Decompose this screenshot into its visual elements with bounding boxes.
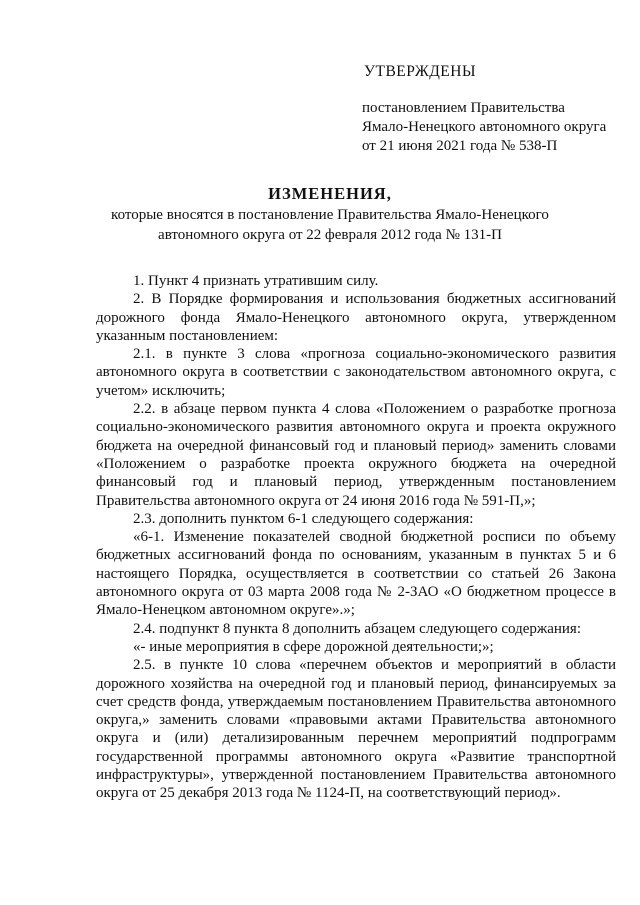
approval-stamp xyxy=(362,62,622,156)
paragraph-2-1: 2.1. в пункте 3 слова «прогноза социально-экономического развития автономного округа в соответствии с законодательством автономного округа, с учетом» исключить; xyxy=(96,346,616,399)
document-body xyxy=(96,272,616,803)
approval-heading: УТВЕРЖДЕНЫ xyxy=(364,63,476,80)
paragraph-1: 1. Пункт 4 признать утратившим силу. xyxy=(133,273,379,289)
paragraph-2-3: 2.3. дополнить пунктом 6-1 следующего содержания: xyxy=(133,510,474,527)
document-title-block xyxy=(90,184,570,244)
document-subtitle-line-2: автономного округа от 22 февраля 2012 года № 131-П xyxy=(158,227,502,243)
approval-line-2: Ямало-Ненецкого автономного округа xyxy=(362,119,607,135)
paragraph-other-measures: «- иные мероприятия в сфере дорожной деятельности;»; xyxy=(133,638,494,655)
paragraph-2-2: 2.2. в абзаце первом пункта 4 слова «Положением о разработке прогноза социально-экономического развития автономного округа и проекта окружного бюджета на очередной финансовый год и плановый период» заменить словами «Положением о разработке проекта окружного бюджета на очередной финансовый год и плановый период, утвержденным постановлением Правительства автономного округа от 24 июня 2016 года № 591-П,»; xyxy=(96,401,616,509)
document-title: ИЗМЕНЕНИЯ, xyxy=(268,184,392,203)
document-subtitle-line-1: которые вносятся в постановление Правительства Ямало-Ненецкого xyxy=(111,207,549,223)
paragraph-2: 2. В Порядке формирования и использования бюджетных ассигнований дорожного фонда Ямало-Ненецкого автономного округа, утвержденном указанным постановлением: xyxy=(96,291,616,344)
paragraph-2-4: 2.4. подпункт 8 пункта 8 дополнить абзацем следующего содержания: xyxy=(133,620,582,637)
paragraph-2-5: 2.5. в пункте 10 слова «перечнем объектов и мероприятий в области дорожного хозяйства на очередной год и плановый период, финансируемых за счет средств фонда, утверждаемым постановлением Правительства автономного округа,» заменить словами «правовыми актами Правительства автономного округа и (или) детализированным перечнем мероприятий подпрограмм государственной программы автономного округа «Развитие транспортной инфраструктуры», утвержденной постановлением Правительства автономного округа от 25 декабря 2013 года № 1124-П, на соответствующий период». xyxy=(96,657,616,802)
paragraph-6-1: «6-1. Изменение показателей сводной бюджетной росписи по объему бюджетных ассигнований фонда по основаниям, указанным в пунктах 5 и 6 настоящего Порядка, осуществляется в соответствии со статьей 26 Закона автономного округа от 03 марта 2008 года № 2-ЗАО «О бюджетном процессе в Ямало-Ненецком автономном округе».»; xyxy=(96,529,616,619)
approval-line-1: постановлением Правительства xyxy=(362,100,565,116)
approval-line-3: от 21 июня 2021 года № 538-П xyxy=(362,138,558,154)
